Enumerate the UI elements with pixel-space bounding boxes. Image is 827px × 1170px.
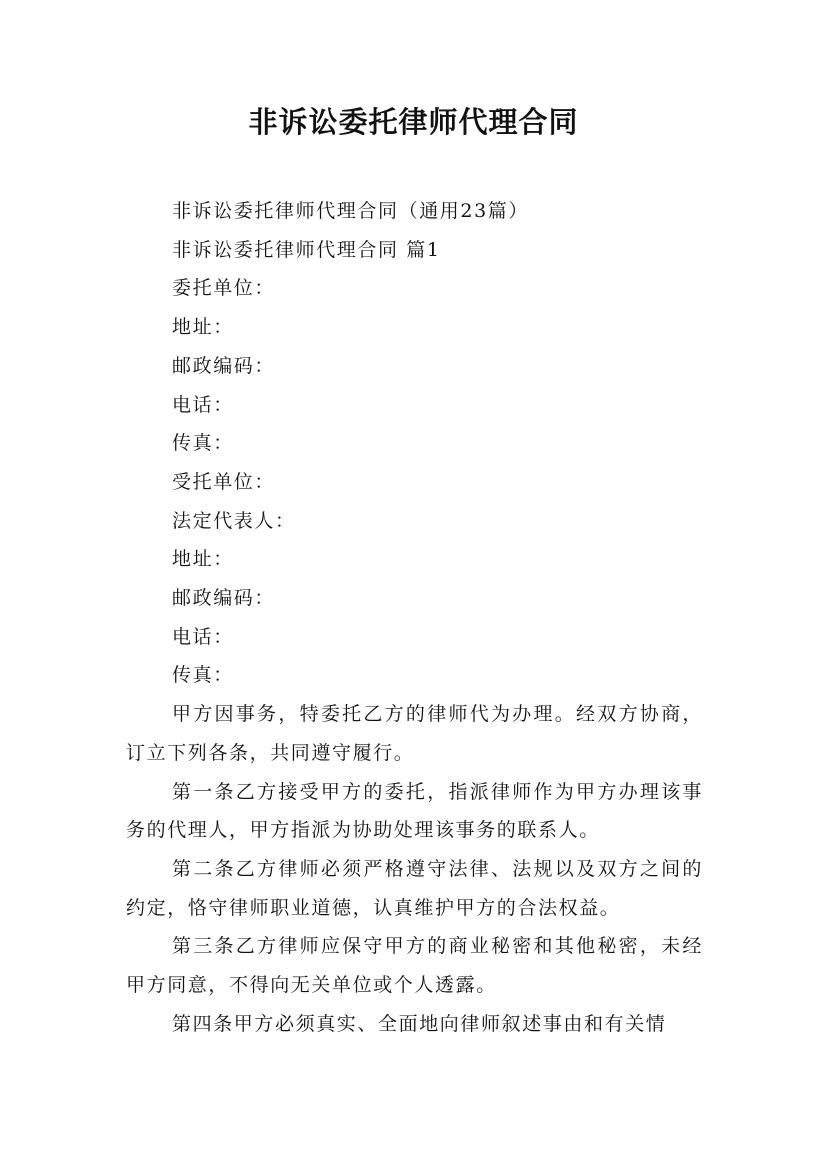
- field-legal-representative: 法定代表人：: [172, 509, 296, 532]
- field-client-address: 地址：: [172, 316, 234, 339]
- paragraph-article-4: 第四条甲方必须真实、全面地向律师叙述事由和有关情: [172, 1012, 667, 1035]
- field-client-phone: 电话：: [172, 393, 234, 416]
- section-heading: 非诉讼委托律师代理合同 篇1: [172, 238, 441, 261]
- paragraph-article-3: 第三条乙方律师应保守甲方的商业秘密和其他秘密，未经甲方同意，不得向无关单位或个人透露。: [126, 935, 703, 997]
- field-client-postcode: 邮政编码：: [172, 354, 276, 377]
- field-agent-fax: 传真：: [172, 664, 234, 687]
- paragraph-article-1: 第一条乙方接受甲方的委托，指派律师作为甲方办理该事务的代理人，甲方指派为协助处理该事务的联系人。: [126, 780, 703, 842]
- field-client-unit: 委托单位：: [172, 277, 276, 300]
- paragraph-article-2: 第二条乙方律师必须严格遵守法律、法规以及双方之间的约定，恪守律师职业道德，认真维护甲方的合法权益。: [126, 857, 703, 919]
- document-title: 非诉讼委托律师代理合同: [248, 105, 579, 139]
- document-body: [126, 192, 703, 1043]
- field-agent-address: 地址：: [172, 548, 234, 571]
- field-agent-postcode: 邮政编码：: [172, 587, 276, 610]
- field-agent-unit: 受托单位：: [172, 470, 276, 493]
- field-agent-phone: 电话：: [172, 625, 234, 648]
- paragraph-preamble: 甲方因事务，特委托乙方的律师代为办理。经双方协商，订立下列各条，共同遵守履行。: [126, 703, 703, 764]
- document-subtitle: 非诉讼委托律师代理合同（通用23篇）: [172, 200, 529, 222]
- field-client-fax: 传真：: [172, 432, 234, 455]
